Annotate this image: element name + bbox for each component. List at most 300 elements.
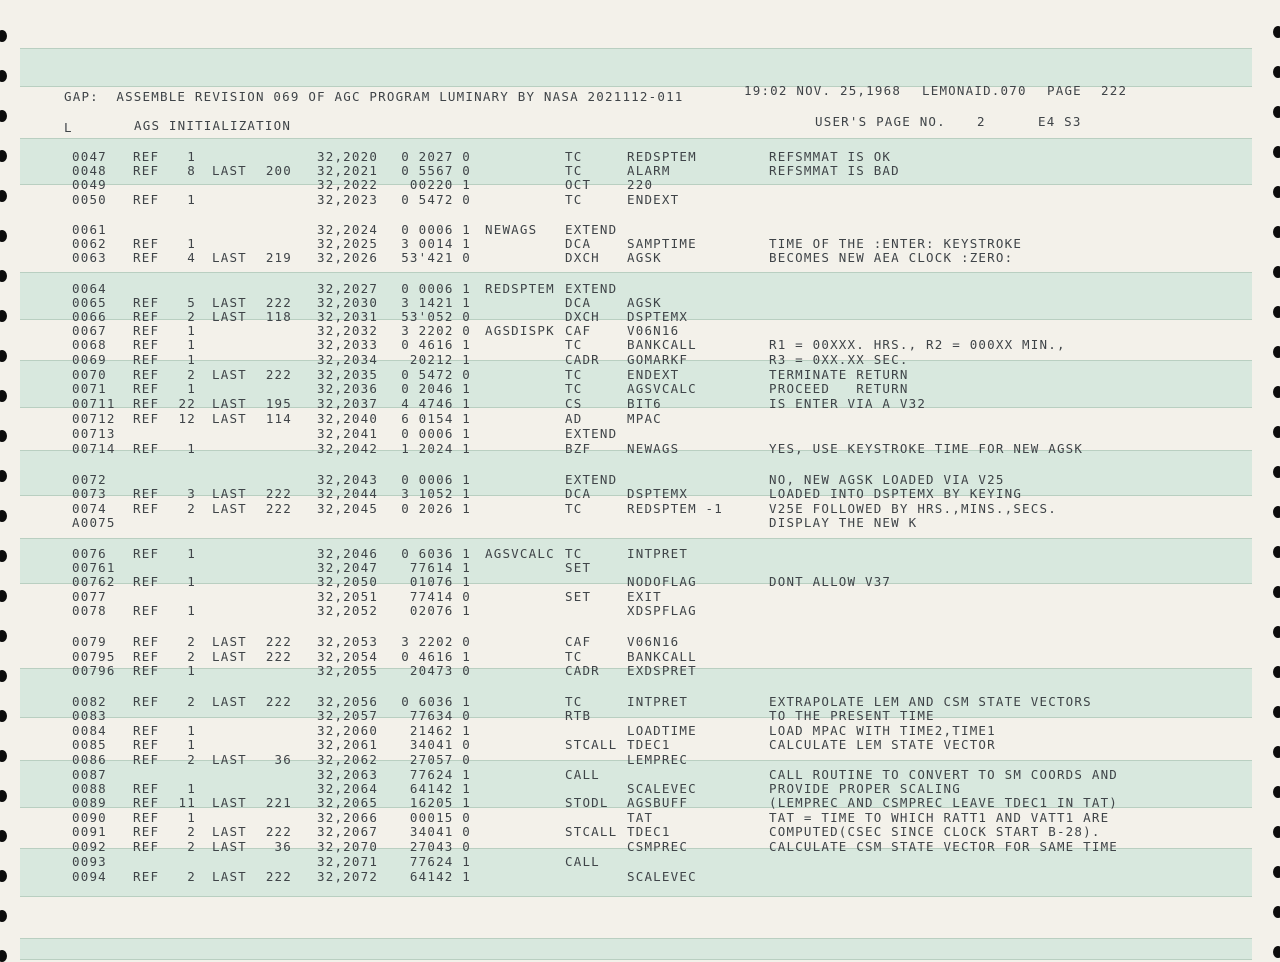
opcode: DCA [565,236,592,251]
operand: BANKCALL [627,649,697,664]
operand: EXIT [627,589,662,604]
feed-hole [0,790,7,802]
feed-hole [0,150,7,162]
ref-count: 1 [187,723,196,738]
feed-hole [1273,906,1280,918]
comment: TO THE PRESENT TIME [769,708,935,723]
greenbar-band [20,938,1252,960]
feed-hole [1273,186,1280,198]
feed-hole [1273,26,1280,38]
ref-count: 1 [187,603,196,618]
feed-hole [0,830,7,842]
octal-word: 53'052 0 [401,309,471,324]
comment: NO, NEW AGSK LOADED VIA V25 [769,472,1005,487]
address: 32,2056 [317,694,379,709]
operand: AGSBUFF [627,795,689,810]
octal-word: 27043 0 [409,839,471,854]
feed-hole [0,30,7,42]
operand: DSPTEMX [627,486,689,501]
ref-count: 4 [187,250,196,265]
ref-count: 1 [187,149,196,164]
octal-word: 3 1421 1 [401,295,471,310]
opcode: EXTEND [565,222,618,237]
last-label: LAST [212,295,247,310]
ref-label: REF [133,192,160,207]
octal-word: 0 5472 0 [401,192,471,207]
line-number: 0083 [72,708,107,723]
opcode: SET [565,589,592,604]
comment: (LEMPREC AND CSMPREC LEAVE TDEC1 IN TAT) [769,795,1119,810]
section-title: AGS INITIALIZATION [134,118,292,133]
opcode: CADR [565,663,600,678]
listing-title: GAP: ASSEMBLE REVISION 069 OF AGC PROGRAM LUMINARY BY NASA 2021112-011 [64,89,684,104]
comment: LOADED INTO DSPTEMX BY KEYING [769,486,1023,501]
ref-count: 1 [187,236,196,251]
address: 32,2032 [317,323,379,338]
line-number: 00761 [72,560,116,575]
last-label: LAST [212,250,247,265]
address: 32,2063 [317,767,379,782]
ref-label: REF [133,396,160,411]
ref-label: REF [133,367,160,382]
comment: REFSMMAT IS OK [769,149,892,164]
ref-label: REF [133,649,160,664]
octal-word: 0 5567 0 [401,163,471,178]
listing-mark: L [64,120,73,135]
comment: LOAD MPAC WITH TIME2,TIME1 [769,723,996,738]
opcode: DCA [565,486,592,501]
line-number: 0047 [72,149,107,164]
opcode: BZF [565,441,592,456]
comment: CALL ROUTINE TO CONVERT TO SM COORDS AND [769,767,1119,782]
line-number: 0076 [72,546,107,561]
octal-word: 3 2202 0 [401,323,471,338]
ref-count: 1 [187,192,196,207]
listing-code: E4 S3 [1038,114,1082,129]
user-page-number: 2 [977,114,986,129]
address: 32,2066 [317,810,379,825]
feed-hole [1273,466,1280,478]
opcode: CS [565,396,583,411]
line-number: 00762 [72,574,116,589]
last-page: 222 [265,501,292,516]
line-number: 0085 [72,737,107,752]
feed-hole [0,910,7,922]
feed-hole [1273,66,1280,78]
operand: V06N16 [627,323,680,338]
octal-word: 53'421 0 [401,250,471,265]
ref-count: 2 [187,501,196,516]
feed-hole [1273,146,1280,158]
ref-count: 1 [187,810,196,825]
ref-label: REF [133,352,160,367]
comment: R1 = 00XXX. HRS., R2 = 000XX MIN., [769,337,1066,352]
line-number: 0089 [72,795,107,810]
address: 32,2053 [317,634,379,649]
comment: DISPLAY THE NEW K [769,515,918,530]
octal-word: 0 0006 1 [401,281,471,296]
ref-label: REF [133,603,160,618]
octal-word: 77414 0 [409,589,471,604]
line-number: 0093 [72,854,107,869]
address: 32,2051 [317,589,379,604]
ref-label: REF [133,236,160,251]
address: 32,2043 [317,472,379,487]
feed-hole [0,350,7,362]
ref-label: REF [133,337,160,352]
octal-word: 64142 1 [409,781,471,796]
address: 32,2037 [317,396,379,411]
octal-word: 0 4616 1 [401,649,471,664]
last-label: LAST [212,795,247,810]
ref-count: 2 [187,839,196,854]
operand: TDEC1 [627,737,671,752]
address: 32,2024 [317,222,379,237]
ref-label: REF [133,824,160,839]
ref-count: 1 [187,663,196,678]
ref-count: 2 [187,634,196,649]
last-page: 222 [265,649,292,664]
comment: TIME OF THE :ENTER: KEYSTROKE [769,236,1023,251]
address: 32,2070 [317,839,379,854]
last-label: LAST [212,486,247,501]
last-page: 222 [265,694,292,709]
feed-hole [0,710,7,722]
ref-label: REF [133,574,160,589]
line-number: 00795 [72,649,116,664]
symbol-label: AGSVCALC [485,546,555,561]
octal-word: 0 4616 1 [401,337,471,352]
opcode: TC [565,367,583,382]
line-number: 0067 [72,323,107,338]
ref-label: REF [133,781,160,796]
last-page: 114 [265,411,292,426]
greenbar-band [20,48,1252,87]
operand: AGSK [627,250,662,265]
feed-hole [1273,546,1280,558]
octal-word: 00015 0 [409,810,471,825]
octal-word: 0 0006 1 [401,222,471,237]
last-page: 222 [265,367,292,382]
ref-count: 8 [187,163,196,178]
last-page: 222 [265,295,292,310]
octal-word: 00220 1 [409,177,471,192]
operand: SCALEVEC [627,869,697,884]
feed-hole [0,390,7,402]
octal-word: 77624 1 [409,767,471,782]
comment: TERMINATE RETURN [769,367,909,382]
printout-sheet [20,0,1252,958]
address: 32,2036 [317,381,379,396]
line-number: 0065 [72,295,107,310]
feed-hole [0,110,7,122]
feed-hole [1273,786,1280,798]
ref-count: 1 [187,574,196,589]
opcode: CAF [565,634,592,649]
operand: TDEC1 [627,824,671,839]
octal-word: 0 2046 1 [401,381,471,396]
operand: ENDEXT [627,192,680,207]
opcode: DCA [565,295,592,310]
feed-hole [1273,826,1280,838]
comment: CALCULATE CSM STATE VECTOR FOR SAME TIME [769,839,1119,854]
octal-word: 34041 0 [409,737,471,752]
feed-hole [0,590,7,602]
ref-label: REF [133,869,160,884]
ref-label: REF [133,546,160,561]
ref-label: REF [133,309,160,324]
line-number: 0092 [72,839,107,854]
ref-label: REF [133,737,160,752]
line-number: 00712 [72,411,116,426]
line-number: 0062 [72,236,107,251]
operand: LEMPREC [627,752,689,767]
octal-word: 3 2202 0 [401,634,471,649]
last-label: LAST [212,694,247,709]
operand: NODOFLAG [627,574,697,589]
ref-count: 1 [187,352,196,367]
last-page: 222 [265,634,292,649]
line-number: 0063 [72,250,107,265]
ref-count: 22 [178,396,196,411]
last-page: 221 [265,795,292,810]
operand: AGSK [627,295,662,310]
octal-word: 01076 1 [409,574,471,589]
octal-word: 4 4746 1 [401,396,471,411]
opcode: STCALL [565,737,618,752]
ref-label: REF [133,250,160,265]
operand: BANKCALL [627,337,697,352]
address: 32,2046 [317,546,379,561]
address: 32,2054 [317,649,379,664]
address: 32,2064 [317,781,379,796]
line-number: 0073 [72,486,107,501]
operand: ALARM [627,163,671,178]
opcode: EXTEND [565,426,618,441]
comment: IS ENTER VIA A V32 [769,396,927,411]
last-label: LAST [212,367,247,382]
line-number: 0072 [72,472,107,487]
comment: CALCULATE LEM STATE VECTOR [769,737,996,752]
opcode: TC [565,337,583,352]
comment: BECOMES NEW AEA CLOCK :ZERO: [769,250,1014,265]
feed-hole [1273,946,1280,958]
octal-word: 34041 0 [409,824,471,839]
address: 32,2047 [317,560,379,575]
opcode: CADR [565,352,600,367]
ref-count: 5 [187,295,196,310]
last-label: LAST [212,163,247,178]
ref-count: 2 [187,752,196,767]
address: 32,2033 [317,337,379,352]
last-page: 200 [265,163,292,178]
octal-word: 77634 0 [409,708,471,723]
line-number: 0084 [72,723,107,738]
symbol-label: REDSPTEM [485,281,555,296]
operand: REDSPTEM [627,149,697,164]
address: 32,2072 [317,869,379,884]
ref-label: REF [133,381,160,396]
ref-label: REF [133,295,160,310]
ref-count: 11 [178,795,196,810]
last-page: 219 [265,250,292,265]
operand: TAT [627,810,654,825]
address: 32,2023 [317,192,379,207]
ref-label: REF [133,411,160,426]
feed-hole [1273,746,1280,758]
page-number: 222 [1101,83,1128,98]
operand: LOADTIME [627,723,697,738]
ref-count: 1 [187,381,196,396]
last-label: LAST [212,411,247,426]
page-label: PAGE [1047,83,1082,98]
address: 32,2035 [317,367,379,382]
comment: REFSMMAT IS BAD [769,163,900,178]
opcode: TC [565,546,583,561]
octal-word: 0 6036 1 [401,694,471,709]
feed-hole [0,950,7,962]
line-number: 0077 [72,589,107,604]
ref-count: 1 [187,546,196,561]
opcode: STODL [565,795,609,810]
line-number: 0049 [72,177,107,192]
ref-label: REF [133,839,160,854]
opcode: TC [565,381,583,396]
address: 32,2065 [317,795,379,810]
opcode: CALL [565,854,600,869]
opcode: TC [565,649,583,664]
feed-hole [1273,706,1280,718]
operand: INTPRET [627,694,689,709]
feed-hole [0,190,7,202]
symbol-label: AGSDISPK [485,323,555,338]
address: 32,2040 [317,411,379,426]
line-number: 0090 [72,810,107,825]
line-number: 0061 [72,222,107,237]
ref-label: REF [133,149,160,164]
last-label: LAST [212,634,247,649]
operand: SAMPTIME [627,236,697,251]
address: 32,2030 [317,295,379,310]
ref-count: 3 [187,486,196,501]
operand: NEWAGS [627,441,680,456]
ref-count: 2 [187,869,196,884]
line-number: 0050 [72,192,107,207]
line-number: 0066 [72,309,107,324]
line-number: 0064 [72,281,107,296]
operand: BIT6 [627,396,662,411]
feed-hole [1273,506,1280,518]
ref-count: 2 [187,694,196,709]
opcode: TC [565,501,583,516]
operand: AGSVCALC [627,381,697,396]
last-page: 36 [274,839,292,854]
opcode: RTB [565,708,592,723]
feed-hole [0,430,7,442]
comment: PROVIDE PROPER SCALING [769,781,961,796]
feed-hole [1273,386,1280,398]
line-number: 0069 [72,352,107,367]
feed-hole [1273,306,1280,318]
ref-count: 2 [187,824,196,839]
octal-word: 0 0006 1 [401,426,471,441]
feed-hole [0,670,7,682]
octal-word: 16205 1 [409,795,471,810]
line-number: 0091 [72,824,107,839]
feed-hole [1273,586,1280,598]
line-number: 0087 [72,767,107,782]
address: 32,2061 [317,737,379,752]
address: 32,2052 [317,603,379,618]
line-number: A0075 [72,515,116,530]
address: 32,2041 [317,426,379,441]
address: 32,2062 [317,752,379,767]
ref-label: REF [133,795,160,810]
comment: TAT = TIME TO WHICH RATT1 AND VATT1 ARE [769,810,1110,825]
ref-count: 2 [187,309,196,324]
ref-count: 2 [187,367,196,382]
octal-word: 27057 0 [409,752,471,767]
last-label: LAST [212,824,247,839]
feed-hole [1273,106,1280,118]
feed-hole [0,310,7,322]
operand: INTPRET [627,546,689,561]
address: 32,2021 [317,163,379,178]
address: 32,2055 [317,663,379,678]
address: 32,2020 [317,149,379,164]
line-number: 0086 [72,752,107,767]
line-number: 0079 [72,634,107,649]
ref-label: REF [133,634,160,649]
ref-label: REF [133,752,160,767]
ref-label: REF [133,163,160,178]
ref-label: REF [133,810,160,825]
feed-hole [1273,346,1280,358]
line-number: 00713 [72,426,116,441]
last-page: 222 [265,824,292,839]
octal-word: 77624 1 [409,854,471,869]
listing-time: 19:02 NOV. 25,1968 [744,83,902,98]
operand: V06N16 [627,634,680,649]
line-number: 0094 [72,869,107,884]
feed-hole [1273,226,1280,238]
address: 32,2027 [317,281,379,296]
comment: DONT ALLOW V37 [769,574,892,589]
octal-word: 0 6036 1 [401,546,471,561]
ref-count: 1 [187,323,196,338]
comment: V25E FOLLOWED BY HRS.,MINS.,SECS. [769,501,1057,516]
operand: ENDEXT [627,367,680,382]
ref-count: 1 [187,337,196,352]
ref-label: REF [133,486,160,501]
feed-hole [1273,266,1280,278]
tractor-feed-left [0,0,22,958]
last-label: LAST [212,649,247,664]
opcode: DXCH [565,250,600,265]
octal-word: 3 1052 1 [401,486,471,501]
opcode: CAF [565,323,592,338]
feed-hole [1273,866,1280,878]
feed-hole [0,510,7,522]
octal-word: 3 0014 1 [401,236,471,251]
ref-label: REF [133,694,160,709]
octal-word: 0 2027 0 [401,149,471,164]
line-number: 0068 [72,337,107,352]
address: 32,2044 [317,486,379,501]
operand: DSPTEMX [627,309,689,324]
octal-word: 1 2024 1 [401,441,471,456]
comment: PROCEED RETURN [769,381,909,396]
